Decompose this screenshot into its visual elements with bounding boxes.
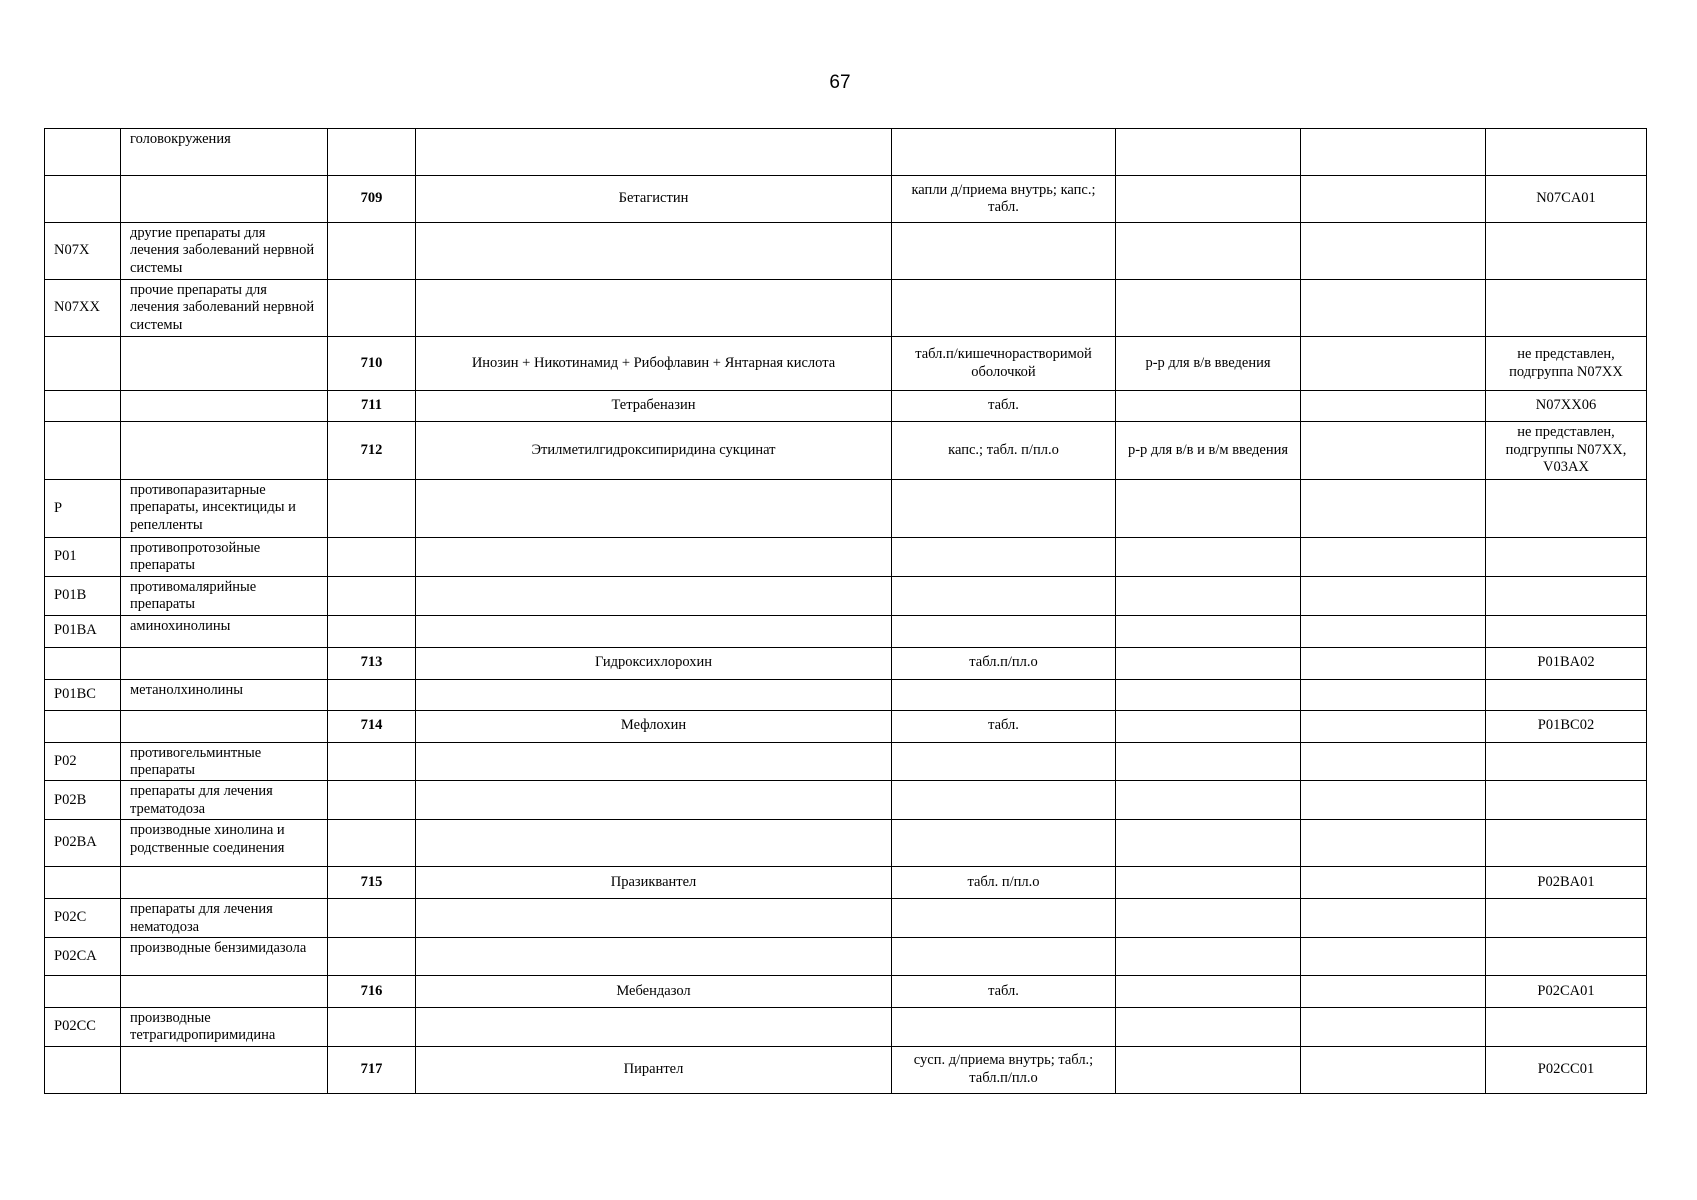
dosage-form-extra bbox=[1116, 647, 1301, 679]
atc-code bbox=[1486, 538, 1647, 577]
atc-group-code bbox=[45, 1046, 121, 1093]
dosage-form-extra bbox=[1116, 223, 1301, 280]
dosage-form-extra bbox=[1116, 615, 1301, 647]
atc-group-code: P02B bbox=[45, 781, 121, 820]
drug-name bbox=[416, 480, 892, 538]
row-number bbox=[328, 280, 416, 337]
atc-code: не представлен, подгруппа N07XX bbox=[1486, 337, 1647, 391]
drug-name: Пирантел bbox=[416, 1046, 892, 1093]
atc-group-code bbox=[45, 867, 121, 899]
note-cell bbox=[1301, 742, 1486, 781]
atc-code: N07XX06 bbox=[1486, 391, 1647, 422]
row-number bbox=[328, 820, 416, 867]
table-row bbox=[45, 937, 1647, 975]
row-number bbox=[328, 480, 416, 538]
row-number bbox=[328, 679, 416, 710]
atc-code: P02CC01 bbox=[1486, 1046, 1647, 1093]
row-number bbox=[328, 538, 416, 577]
dosage-form-extra bbox=[1116, 820, 1301, 867]
row-number bbox=[328, 742, 416, 781]
note-cell bbox=[1301, 1007, 1486, 1046]
dosage-form-extra bbox=[1116, 742, 1301, 781]
drug-name bbox=[416, 679, 892, 710]
table-row bbox=[45, 781, 1647, 820]
table-row bbox=[45, 615, 1647, 647]
atc-group-code: P bbox=[45, 480, 121, 538]
dosage-form bbox=[892, 280, 1116, 337]
row-number bbox=[328, 937, 416, 975]
dosage-form: капс.; табл. п/пл.о bbox=[892, 422, 1116, 480]
drug-name bbox=[416, 781, 892, 820]
atc-group-name: препараты для лечения нематодоза bbox=[121, 899, 328, 938]
dosage-form: табл. bbox=[892, 975, 1116, 1007]
drug-name bbox=[416, 937, 892, 975]
atc-group-name bbox=[121, 422, 328, 480]
table-row bbox=[45, 422, 1647, 480]
atc-code: P01BC02 bbox=[1486, 710, 1647, 742]
drug-name: Тетрабеназин bbox=[416, 391, 892, 422]
atc-group-name: производные хинолина и родственные соединения bbox=[121, 820, 328, 867]
atc-code: N07CA01 bbox=[1486, 176, 1647, 223]
atc-group-code bbox=[45, 975, 121, 1007]
note-cell bbox=[1301, 129, 1486, 176]
dosage-form: табл. bbox=[892, 391, 1116, 422]
table-row bbox=[45, 1007, 1647, 1046]
atc-group-code: P02C bbox=[45, 899, 121, 938]
atc-group-name: производные бензимидазола bbox=[121, 937, 328, 975]
drug-name: Этилметилгидроксипиридина сукцинат bbox=[416, 422, 892, 480]
atc-code: не представлен, подгруппы N07XX, V03AX bbox=[1486, 422, 1647, 480]
note-cell bbox=[1301, 422, 1486, 480]
atc-group-name bbox=[121, 867, 328, 899]
table-row bbox=[45, 742, 1647, 781]
atc-group-code bbox=[45, 129, 121, 176]
atc-code bbox=[1486, 480, 1647, 538]
atc-group-code bbox=[45, 647, 121, 679]
row-number bbox=[328, 615, 416, 647]
note-cell bbox=[1301, 899, 1486, 938]
table-row bbox=[45, 176, 1647, 223]
dosage-form bbox=[892, 820, 1116, 867]
atc-group-name: противогельминтные препараты bbox=[121, 742, 328, 781]
table-row bbox=[45, 975, 1647, 1007]
atc-group-code: P02CA bbox=[45, 937, 121, 975]
drug-name bbox=[416, 223, 892, 280]
atc-code bbox=[1486, 280, 1647, 337]
atc-group-code: P01BA bbox=[45, 615, 121, 647]
atc-group-name: противопаразитарные препараты, инсектициды и репелленты bbox=[121, 480, 328, 538]
atc-group-name: противомалярийные препараты bbox=[121, 576, 328, 615]
dosage-form-extra bbox=[1116, 937, 1301, 975]
drug-name: Гидроксихлорохин bbox=[416, 647, 892, 679]
dosage-form bbox=[892, 223, 1116, 280]
atc-group-code: P02CC bbox=[45, 1007, 121, 1046]
drug-name: Мефлохин bbox=[416, 710, 892, 742]
atc-group-code bbox=[45, 176, 121, 223]
dosage-form: сусп. д/приема внутрь; табл.; табл.п/пл.о bbox=[892, 1046, 1116, 1093]
note-cell bbox=[1301, 176, 1486, 223]
atc-group-code: P02 bbox=[45, 742, 121, 781]
atc-code bbox=[1486, 1007, 1647, 1046]
note-cell bbox=[1301, 1046, 1486, 1093]
atc-group-name: аминохинолины bbox=[121, 615, 328, 647]
dosage-form bbox=[892, 742, 1116, 781]
atc-group-name bbox=[121, 647, 328, 679]
atc-group-code bbox=[45, 710, 121, 742]
drug-name bbox=[416, 576, 892, 615]
dosage-form: капли д/приема внутрь; капс.; табл. bbox=[892, 176, 1116, 223]
atc-group-name: другие препараты для лечения заболеваний нервной системы bbox=[121, 223, 328, 280]
dosage-form-extra bbox=[1116, 710, 1301, 742]
row-number: 717 bbox=[328, 1046, 416, 1093]
atc-group-code bbox=[45, 391, 121, 422]
atc-group-code bbox=[45, 422, 121, 480]
dosage-form-extra bbox=[1116, 480, 1301, 538]
note-cell bbox=[1301, 710, 1486, 742]
dosage-form bbox=[892, 538, 1116, 577]
note-cell bbox=[1301, 280, 1486, 337]
drug-name bbox=[416, 899, 892, 938]
table-row bbox=[45, 480, 1647, 538]
atc-code bbox=[1486, 899, 1647, 938]
dosage-form-extra bbox=[1116, 1046, 1301, 1093]
dosage-form-extra bbox=[1116, 975, 1301, 1007]
atc-group-name: противопротозойные препараты bbox=[121, 538, 328, 577]
atc-code bbox=[1486, 742, 1647, 781]
dosage-form-extra bbox=[1116, 176, 1301, 223]
drug-name bbox=[416, 615, 892, 647]
note-cell bbox=[1301, 337, 1486, 391]
atc-group-code bbox=[45, 337, 121, 391]
dosage-form bbox=[892, 615, 1116, 647]
atc-code bbox=[1486, 679, 1647, 710]
atc-group-code: P01BC bbox=[45, 679, 121, 710]
atc-group-name bbox=[121, 337, 328, 391]
row-number bbox=[328, 576, 416, 615]
row-number: 714 bbox=[328, 710, 416, 742]
note-cell bbox=[1301, 975, 1486, 1007]
table-row bbox=[45, 223, 1647, 280]
note-cell bbox=[1301, 679, 1486, 710]
table-row bbox=[45, 576, 1647, 615]
note-cell bbox=[1301, 781, 1486, 820]
dosage-form-extra bbox=[1116, 867, 1301, 899]
page-number: 67 bbox=[829, 72, 851, 93]
table-row bbox=[45, 867, 1647, 899]
atc-group-name: головокружения bbox=[121, 129, 328, 176]
drug-name bbox=[416, 538, 892, 577]
drug-name: Мебендазол bbox=[416, 975, 892, 1007]
atc-group-code: P01B bbox=[45, 576, 121, 615]
atc-group-code: N07XX bbox=[45, 280, 121, 337]
dosage-form-extra: р-р для в/в введения bbox=[1116, 337, 1301, 391]
atc-group-name bbox=[121, 176, 328, 223]
atc-group-name: метанолхинолины bbox=[121, 679, 328, 710]
atc-group-name: производные тетрагидропиримидина bbox=[121, 1007, 328, 1046]
dosage-form-extra bbox=[1116, 1007, 1301, 1046]
dosage-form bbox=[892, 576, 1116, 615]
atc-code: P02BA01 bbox=[1486, 867, 1647, 899]
dosage-form bbox=[892, 480, 1116, 538]
atc-code bbox=[1486, 937, 1647, 975]
dosage-form-extra bbox=[1116, 679, 1301, 710]
row-number: 713 bbox=[328, 647, 416, 679]
table-row bbox=[45, 1046, 1647, 1093]
table-row bbox=[45, 647, 1647, 679]
table-row bbox=[45, 899, 1647, 938]
row-number bbox=[328, 129, 416, 176]
atc-group-name bbox=[121, 710, 328, 742]
table-row bbox=[45, 391, 1647, 422]
drug-name bbox=[416, 742, 892, 781]
atc-code: P02CA01 bbox=[1486, 975, 1647, 1007]
row-number bbox=[328, 899, 416, 938]
dosage-form-extra: р-р для в/в и в/м введения bbox=[1116, 422, 1301, 480]
row-number bbox=[328, 1007, 416, 1046]
table-row bbox=[45, 280, 1647, 337]
row-number: 709 bbox=[328, 176, 416, 223]
atc-group-code: N07X bbox=[45, 223, 121, 280]
dosage-form-extra bbox=[1116, 391, 1301, 422]
dosage-form-extra bbox=[1116, 280, 1301, 337]
atc-group-code: P01 bbox=[45, 538, 121, 577]
dosage-form bbox=[892, 781, 1116, 820]
note-cell bbox=[1301, 615, 1486, 647]
atc-group-name bbox=[121, 1046, 328, 1093]
drug-name bbox=[416, 820, 892, 867]
note-cell bbox=[1301, 647, 1486, 679]
atc-code: P01BA02 bbox=[1486, 647, 1647, 679]
dosage-form: табл. п/пл.о bbox=[892, 867, 1116, 899]
row-number: 712 bbox=[328, 422, 416, 480]
note-cell bbox=[1301, 223, 1486, 280]
table-row bbox=[45, 129, 1647, 176]
note-cell bbox=[1301, 538, 1486, 577]
row-number bbox=[328, 223, 416, 280]
atc-group-code: P02BA bbox=[45, 820, 121, 867]
drug-name: Бетагистин bbox=[416, 176, 892, 223]
note-cell bbox=[1301, 867, 1486, 899]
row-number: 715 bbox=[328, 867, 416, 899]
drug-name bbox=[416, 129, 892, 176]
dosage-form-extra bbox=[1116, 899, 1301, 938]
dosage-form: табл.п/пл.о bbox=[892, 647, 1116, 679]
dosage-form-extra bbox=[1116, 538, 1301, 577]
dosage-form bbox=[892, 129, 1116, 176]
row-number: 716 bbox=[328, 975, 416, 1007]
atc-group-name: прочие препараты для лечения заболеваний нервной системы bbox=[121, 280, 328, 337]
row-number: 711 bbox=[328, 391, 416, 422]
table-row bbox=[45, 710, 1647, 742]
atc-code bbox=[1486, 615, 1647, 647]
note-cell bbox=[1301, 480, 1486, 538]
atc-code bbox=[1486, 576, 1647, 615]
atc-group-name bbox=[121, 391, 328, 422]
atc-code bbox=[1486, 820, 1647, 867]
note-cell bbox=[1301, 576, 1486, 615]
table-row bbox=[45, 538, 1647, 577]
drug-name bbox=[416, 280, 892, 337]
dosage-form-extra bbox=[1116, 576, 1301, 615]
note-cell bbox=[1301, 391, 1486, 422]
row-number bbox=[328, 781, 416, 820]
atc-group-name bbox=[121, 975, 328, 1007]
atc-code bbox=[1486, 129, 1647, 176]
dosage-form bbox=[892, 937, 1116, 975]
dosage-form: табл. bbox=[892, 710, 1116, 742]
dosage-form-extra bbox=[1116, 129, 1301, 176]
drug-name: Инозин + Никотинамид + Рибофлавин + Янтарная кислота bbox=[416, 337, 892, 391]
table-row bbox=[45, 820, 1647, 867]
drug-table bbox=[44, 128, 1647, 1094]
row-number: 710 bbox=[328, 337, 416, 391]
note-cell bbox=[1301, 937, 1486, 975]
atc-code bbox=[1486, 223, 1647, 280]
atc-code bbox=[1486, 781, 1647, 820]
table-row bbox=[45, 337, 1647, 391]
dosage-form: табл.п/кишечнорастворимой оболочкой bbox=[892, 337, 1116, 391]
dosage-form-extra bbox=[1116, 781, 1301, 820]
drug-name: Празиквантел bbox=[416, 867, 892, 899]
note-cell bbox=[1301, 820, 1486, 867]
table-row bbox=[45, 679, 1647, 710]
dosage-form bbox=[892, 1007, 1116, 1046]
dosage-form bbox=[892, 899, 1116, 938]
atc-group-name: препараты для лечения трематодоза bbox=[121, 781, 328, 820]
drug-name bbox=[416, 1007, 892, 1046]
dosage-form bbox=[892, 679, 1116, 710]
